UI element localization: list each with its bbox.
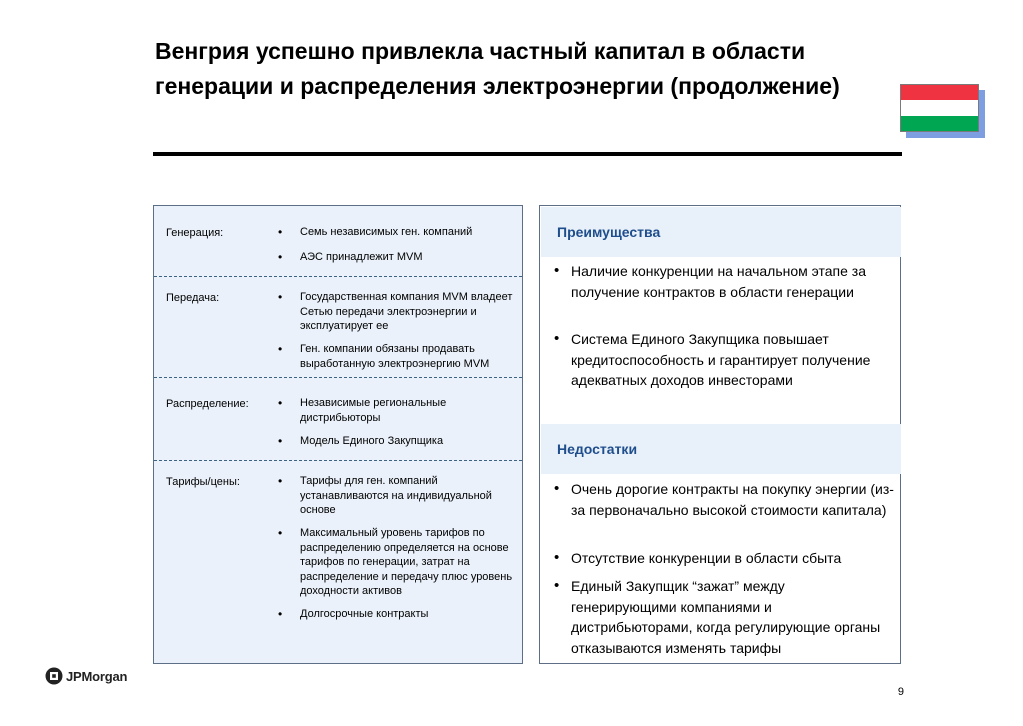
bullet-icon: • <box>278 526 283 540</box>
list-item: • Единый Закупщик “зажат” между генерирующими компаниями и дистрибьюторами, когда регулирующие органы отказываются изменять тарифы <box>554 577 881 656</box>
section-label-distribution: Распределение: <box>166 398 249 410</box>
list-item: • АЭС принадлежит MVM <box>278 250 423 264</box>
list-item: • Система Единого Закупщика повышает кредитоспособность и гарантирует получение адекватных доходов инвесторами <box>554 330 871 388</box>
bullet-icon: • <box>278 225 283 239</box>
bullet-icon: • <box>278 250 283 264</box>
list-item: • Семь независимых ген. компаний <box>278 225 473 239</box>
section-label-transmission: Передача: <box>166 292 220 304</box>
flag-stripe-green <box>901 116 978 131</box>
list-item: • Государственная компания MVM владеет Сетью передачи электроэнергии и эксплуатирует ее <box>278 290 513 332</box>
bullet-icon: • <box>554 330 560 347</box>
pros-cons-panel <box>539 205 901 664</box>
list-item: • Тарифы для ген. компаний устанавливаются на индивидуальной основе <box>278 474 492 516</box>
bullet-icon: • <box>554 577 560 594</box>
title-divider <box>153 152 902 156</box>
bullet-icon: • <box>554 480 560 497</box>
section-divider <box>154 460 522 461</box>
flag-stripe-white <box>901 100 978 115</box>
page-number: 9 <box>897 686 904 698</box>
list-item: • Очень дорогие контракты на покупку энергии (из-за первоначально высокой стоимости капитала) <box>554 480 894 518</box>
list-item: • Отсутствие конкуренции в области сбыта <box>554 549 842 566</box>
bullet-icon: • <box>278 434 283 448</box>
list-item: • Независимые региональные дистрибьюторы <box>278 396 447 424</box>
bullet-icon: • <box>554 549 560 566</box>
list-item: • Наличие конкуренции на начальном этапе за получение контрактов в области генерации <box>554 262 866 300</box>
bullet-icon: • <box>554 262 560 279</box>
advantages-header: Преимущества <box>541 207 901 257</box>
flag-stripe-red <box>901 85 978 100</box>
section-label-tariffs: Тарифы/цены: <box>166 476 240 488</box>
jpmorgan-logo-icon <box>44 666 64 686</box>
section-label-generation: Генерация: <box>166 227 224 239</box>
list-item: • Долгосрочные контракты <box>278 607 429 621</box>
section-divider <box>154 276 522 277</box>
market-structure-panel <box>153 205 523 664</box>
list-item: • Максимальный уровень тарифов по распределению определяется на основе тарифов по генерации, затрат на распределение и передачу плюс уровень доходности активов <box>278 526 513 597</box>
disadvantages-header: Недостатки <box>541 424 901 474</box>
bullet-icon: • <box>278 396 283 410</box>
logo-text: JPMorgan <box>66 668 128 684</box>
page-title: Венгрия успешно привлекла частный капитал в области генерации и распределения электроэнергии (продолжение) <box>155 38 840 99</box>
list-item: • Ген. компании обязаны продавать выработанную электроэнергию MVM <box>278 342 490 370</box>
bullet-icon: • <box>278 290 283 304</box>
section-divider <box>154 377 522 378</box>
hungary-flag-icon <box>900 84 979 132</box>
bullet-icon: • <box>278 342 283 356</box>
bullet-icon: • <box>278 474 283 488</box>
jpmorgan-logo <box>44 665 127 687</box>
bullet-icon: • <box>278 607 283 621</box>
list-item: • Модель Единого Закупщика <box>278 434 444 448</box>
